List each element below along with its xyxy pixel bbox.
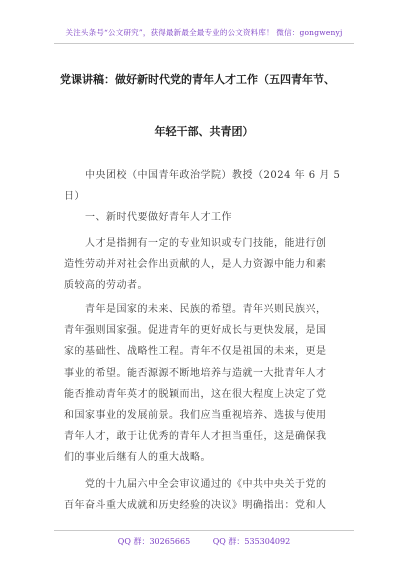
paragraph-line: 青年人才，敢于让优秀的青年人才担当重任，这是确保我 [64, 431, 327, 443]
paragraph-line: 事业的希望。能否源源不断地培养与造就一大批青年人才 [64, 367, 327, 379]
paragraph-line: 人才是指拥有一定的专业知识或专门技能，能进行创 [85, 238, 327, 249]
paragraph-line: 青年是国家的未来、民族的希望。青年兴则民族兴， [85, 304, 327, 315]
footer-qq-group-1: QQ 群：30265665 [117, 537, 191, 546]
paragraph-2 [64, 299, 354, 469]
footer-contacts [0, 536, 408, 547]
byline-line: 中央团校（中国青年政治学院）教授（2024 年 6 月 5 [85, 170, 341, 181]
document-title-line-1: 党课讲稿：做好新时代党的青年人才工作（五四青年节、 [60, 73, 335, 86]
paragraph-line: 家的基础性、战略性工程。青年不仅是祖国的未来，更是 [64, 346, 327, 358]
paragraph-line: 党的十九届六中全会审议通过的《中共中央关于党的 [85, 479, 327, 490]
byline-line: 日） [64, 191, 85, 203]
paragraph-line: 造性劳动并对社会作出贡献的人，是人力资源中能力和素 [64, 259, 327, 271]
section-heading-text: 一、新时代要做好青年人才工作 [85, 212, 232, 223]
header-notice: 关注头条号“公文研究”，获得最新最全最专业的公文资料库！ 微信：gongwenyj [65, 28, 343, 37]
paragraph-line: 质较高的劳动者。 [64, 280, 148, 292]
paragraph-line: 青年强则国家强。促进青年的更好成长与更快发展，是国 [64, 325, 327, 337]
footer-divider [54, 530, 354, 531]
paragraph-3 [64, 474, 354, 516]
byline [64, 165, 354, 207]
footer-qq-group-2: QQ 群：535304092 [212, 537, 291, 546]
section-heading [64, 207, 354, 228]
paragraph-line: 百年奋斗重大成就和历史经验的决议》明确指出：党和人 [64, 500, 327, 512]
paragraph-line: 们的事业后继有人的重大战略。 [64, 452, 211, 464]
paragraph-1 [64, 233, 354, 297]
paragraph-line: 和国家事业的发展前景。我们应当重视培养、选拔与使用 [64, 410, 327, 422]
header-divider [54, 43, 354, 44]
document-title-line-2: 年轻干部、共青团） [154, 125, 254, 138]
paragraph-line: 能否推动青年英才的脱颖而出，这在很大程度上决定了党 [64, 388, 327, 400]
